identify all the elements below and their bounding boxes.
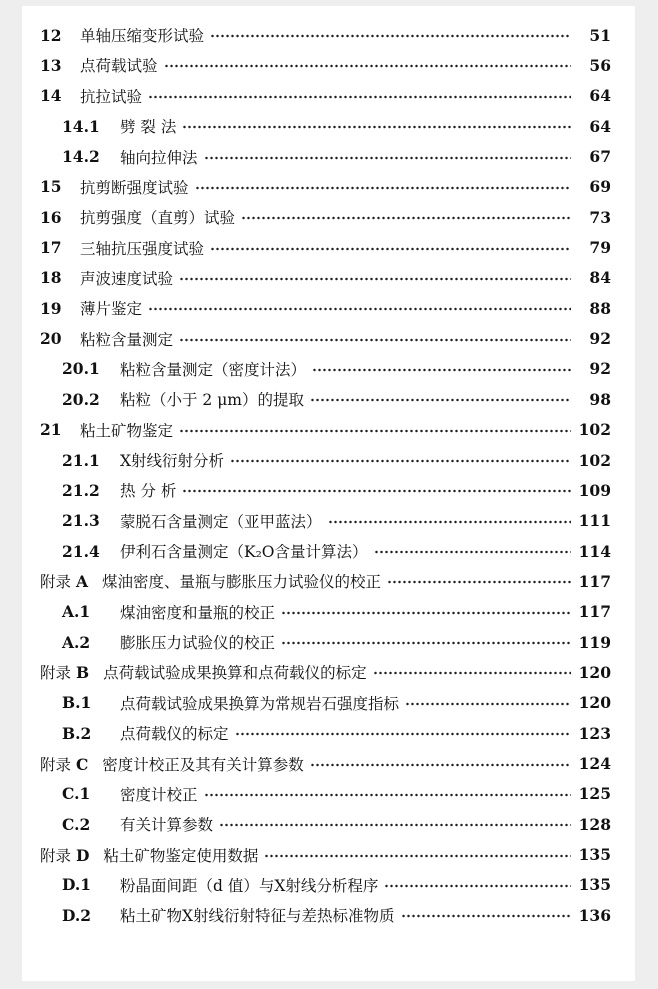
toc-entry[interactable] [22,900,635,930]
toc-entry-number: 14.2 [62,147,100,167]
toc-entry-page: 69 [589,177,611,197]
toc-entry[interactable] [22,172,635,202]
dot-leader [387,580,571,584]
toc-entry-number [22,753,88,775]
toc-entry-page: 84 [589,268,611,288]
toc-entry[interactable] [22,536,635,566]
toc-entry-title: 蒙脱石含量测定（亚甲蓝法） [120,512,322,531]
dot-leader [310,398,571,402]
dot-leader [148,307,571,311]
toc-entry-page: 73 [589,207,611,227]
toc-entry[interactable] [22,232,635,262]
appendix-prefix: 附录 [40,846,72,865]
dot-leader [182,489,571,493]
toc-entry-page: 111 [578,511,611,531]
toc-entry-title: 密度计校正 [120,785,198,804]
toc-entry-number: 18 [40,268,62,288]
toc-entry-page: 92 [589,359,611,379]
toc-entry[interactable] [22,111,635,141]
toc-entry-title: 薄片鉴定 [80,300,143,319]
toc-entry-page: 79 [589,238,611,258]
toc-entry-title: 密度计校正及其有关计算参数 [102,755,304,774]
toc-entry-page: 135 [578,875,611,895]
toc-entry[interactable] [22,263,635,293]
toc-entry[interactable] [22,809,635,839]
toc-entry[interactable] [22,839,635,869]
dot-leader [281,611,571,615]
toc-entry-page: 117 [578,602,611,622]
toc-entry-title: 劈 裂 法 [120,118,177,137]
toc-entry[interactable] [22,718,635,748]
toc-entry-page: 102 [578,420,611,440]
toc-entry-page: 88 [589,298,611,318]
toc-entry[interactable] [22,597,635,627]
toc-entry-page: 119 [578,632,611,652]
dot-leader [195,186,571,190]
toc-entry-title: 轴向拉伸法 [120,148,198,167]
toc-entry-title: 伊利石含量测定（K₂O含量计算法） [120,543,368,562]
toc-entry[interactable] [22,566,635,596]
toc-entry-number: 21.2 [62,480,100,500]
toc-entry-number: A.2 [62,632,91,652]
toc-entry-title: 粘粒（小于 2 μm）的提取 [120,391,304,410]
dot-leader [235,732,571,736]
dot-leader [179,338,571,342]
toc-entry-title: 膨胀压力试验仪的校正 [120,634,276,653]
toc-entry-title: 抗剪强度（直剪）试验 [80,209,236,228]
toc-entry-number: 13 [40,55,62,75]
toc-entry[interactable] [22,779,635,809]
toc-entry[interactable] [22,20,635,50]
toc-entry-number: D.1 [62,875,92,895]
toc-entry-number: B.1 [62,693,92,713]
toc-entry[interactable] [22,870,635,900]
toc-entry-title: 粘土矿物鉴定 [80,421,174,440]
toc-entry[interactable] [22,384,635,414]
dot-leader [210,247,571,251]
dot-leader [204,156,571,160]
toc-entry-number: 17 [40,238,62,258]
toc-entry-page: 109 [578,480,611,500]
appendix-prefix: 附录 [40,664,72,683]
toc-entry-page: 125 [578,784,611,804]
document-page [22,6,635,981]
toc-entry-title: 声波速度试验 [80,269,174,288]
appendix-letter: D [75,845,90,865]
toc-entry[interactable] [22,506,635,536]
dot-leader [210,34,571,38]
toc-entry-page: 67 [589,147,611,167]
toc-entry-title: 三轴抗压强度试验 [80,239,205,258]
toc-entry-number: 12 [40,25,62,45]
toc-entry-number: C.1 [62,784,91,804]
dot-leader [179,429,571,433]
dot-leader [230,459,571,463]
toc-entry-title: 单轴压缩变形试验 [80,27,205,46]
toc-entry-title: 抗剪断强度试验 [80,178,189,197]
dot-leader [373,671,571,675]
appendix-letter: B [75,663,90,683]
appendix-letter: A [75,572,88,592]
toc-entry-number: 16 [40,207,62,227]
dot-leader [219,823,571,827]
toc-entry-number: 21.1 [62,450,100,470]
toc-entry[interactable] [22,415,635,445]
toc-entry-title: X射线衍射分析 [120,452,225,471]
toc-entry-number: 14 [40,86,62,106]
toc-entry-number: 15 [40,177,62,197]
toc-entry-number: 14.1 [62,116,100,136]
toc-entry-number: 20 [40,329,62,349]
toc-entry-title: 煤油密度、量瓶与膨胀压力试验仪的校正 [101,573,381,592]
toc-entry-number: A.1 [62,602,91,622]
toc-entry-title: 抗拉试验 [80,87,143,106]
toc-entry-title: 粘土矿物鉴定使用数据 [103,846,259,865]
toc-entry-number: 21.4 [62,541,100,561]
toc-entry-page: 98 [589,389,611,409]
toc-entry[interactable] [22,202,635,232]
toc-entry-title: 煤油密度和量瓶的校正 [120,603,276,622]
toc-entry-page: 128 [578,814,611,834]
toc-entry[interactable] [22,50,635,80]
toc-entry-page: 120 [578,662,611,682]
toc-entry-title: 粉晶面间距（d 值）与X射线分析程序 [120,876,379,895]
toc-entry-page: 56 [589,55,611,75]
toc-entry-page: 51 [589,25,611,45]
toc-entry-number: C.2 [62,814,91,834]
toc-entry[interactable] [22,657,635,687]
toc-entry-page: 136 [578,905,611,925]
toc-entry[interactable] [22,688,635,718]
toc-entry-number: 19 [40,298,62,318]
toc-entry-page: 64 [589,116,611,136]
dot-leader [374,550,571,554]
toc-entry-number [22,570,88,592]
toc-entry-page: 135 [578,845,611,865]
toc-entry-number: 20.1 [62,359,100,379]
toc-entry-page: 114 [578,541,611,561]
toc-entry-number [22,844,89,866]
dot-leader [281,641,571,645]
dot-leader [241,216,571,220]
dot-leader [204,793,571,797]
toc-entry[interactable] [22,475,635,505]
toc-entry-page: 64 [589,86,611,106]
toc-entry[interactable] [22,141,635,171]
toc-entry-title: 点荷载试验 [80,57,158,76]
toc-entry-title: 粘粒含量测定（密度计法） [120,360,307,379]
toc-entry-number: D.2 [62,905,92,925]
toc-entry-page: 120 [578,693,611,713]
toc-entry-page: 102 [578,450,611,470]
toc-entry-number: 20.2 [62,389,100,409]
dot-leader [312,368,571,372]
appendix-prefix: 附录 [40,755,72,774]
toc-entry-page: 92 [589,329,611,349]
toc-entry[interactable] [22,627,635,657]
dot-leader [384,884,571,888]
toc-entry[interactable] [22,445,635,475]
toc-entry-title: 点荷载仪的标定 [120,725,229,744]
dot-leader [182,125,571,129]
toc-entry-number [22,661,89,683]
appendix-prefix: 附录 [40,573,72,592]
toc-entry-title: 点荷载试验成果换算和点荷载仪的标定 [103,664,367,683]
dot-leader [148,95,571,99]
toc-entry-number: B.2 [62,723,92,743]
dot-leader [164,64,571,68]
toc-entry-title: 热 分 析 [120,482,177,501]
dot-leader [405,702,571,706]
toc-entry-title: 粘粒含量测定 [80,330,174,349]
dot-leader [401,914,571,918]
toc-entry-title: 有关计算参数 [120,816,214,835]
toc-entry-title: 点荷载试验成果换算为常规岩石强度指标 [120,694,400,713]
dot-leader [328,520,571,524]
dot-leader [310,763,571,767]
toc-entry-page: 117 [578,571,611,591]
toc-entry-page: 124 [578,754,611,774]
toc-entry[interactable] [22,354,635,384]
toc-entry[interactable] [22,324,635,354]
toc-entry[interactable] [22,748,635,778]
toc-entry-title: 粘土矿物X射线衍射特征与差热标准物质 [120,907,395,926]
toc-entry-page: 123 [578,723,611,743]
toc-entry[interactable] [22,81,635,111]
toc-entry-number: 21.3 [62,511,100,531]
dot-leader [264,854,571,858]
toc-entry[interactable] [22,293,635,323]
dot-leader [179,277,571,281]
toc-entry-number: 21 [40,420,62,440]
appendix-letter: C [75,754,89,774]
